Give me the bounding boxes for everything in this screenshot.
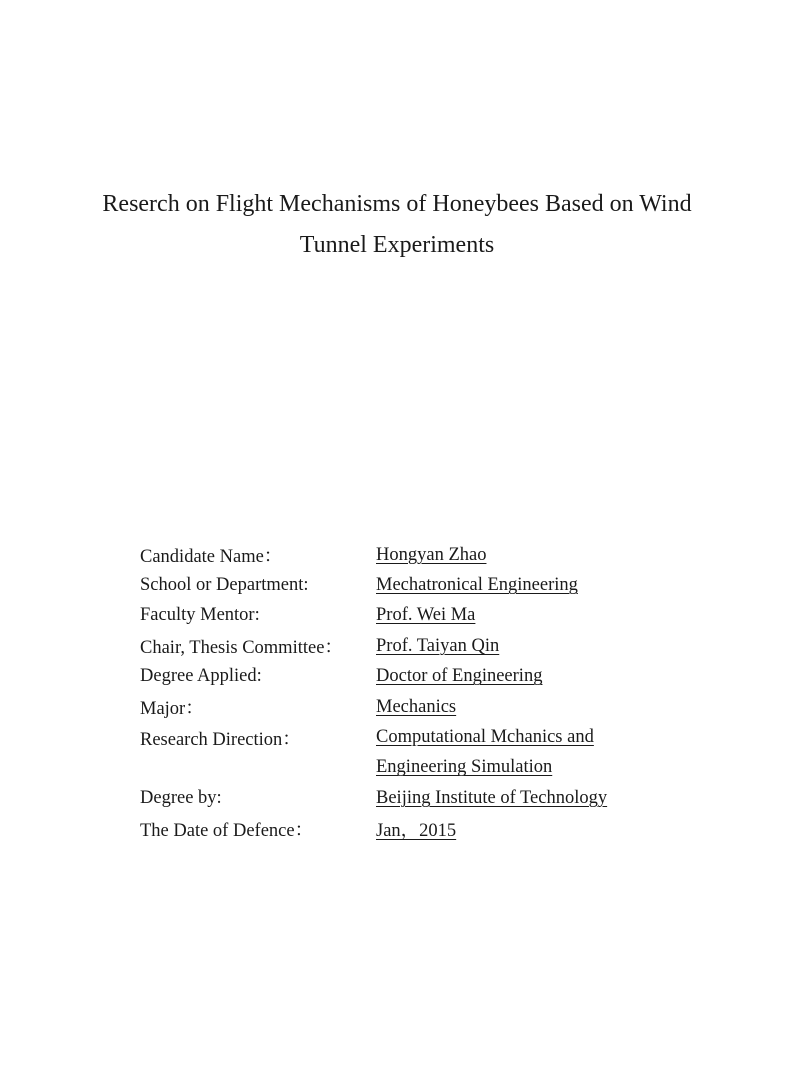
chair-label: Chair, Thesis Committee：	[140, 638, 343, 659]
info-row-degree-applied	[140, 662, 607, 692]
info-row-major	[140, 692, 607, 722]
thesis-title-line-2: Tunnel Experiments	[299, 232, 495, 258]
info-row-candidate-name	[140, 540, 607, 570]
candidate-name-value: Hongyan Zhao	[376, 544, 487, 565]
info-row-degree-by	[140, 783, 607, 813]
info-row-defence-date	[140, 814, 607, 844]
info-row-school	[140, 570, 607, 600]
defence-date-value: Jan，2015	[376, 820, 457, 841]
info-row-chair	[140, 631, 607, 661]
thesis-title	[0, 184, 794, 266]
thesis-info-table	[140, 540, 607, 844]
info-row-research-direction-cont	[140, 753, 607, 783]
thesis-title-line-1: Reserch on Flight Mechanisms of Honeybees Based on Wind	[102, 191, 692, 217]
degree-by-label: Degree by:	[140, 787, 222, 808]
research-direction-value-line-1: Computational Mchanics and	[376, 727, 594, 748]
degree-applied-label: Degree Applied:	[140, 666, 262, 687]
research-direction-value-line-2: Engineering Simulation	[376, 757, 553, 778]
info-row-faculty-mentor	[140, 601, 607, 631]
research-direction-label: Research Direction：	[140, 729, 301, 750]
school-value: Mechatronical Engineering	[376, 575, 578, 596]
degree-by-value: Beijing Institute of Technology	[376, 787, 608, 808]
candidate-name-label: Candidate Name：	[140, 547, 283, 568]
faculty-mentor-label: Faculty Mentor:	[140, 605, 260, 626]
info-row-research-direction	[140, 722, 607, 752]
major-value: Mechanics	[376, 696, 457, 717]
faculty-mentor-value: Prof. Wei Ma	[376, 605, 476, 626]
degree-applied-value: Doctor of Engineering	[376, 666, 543, 687]
school-label: School or Department:	[140, 575, 309, 596]
chair-value: Prof. Taiyan Qin	[376, 635, 500, 656]
major-label: Major：	[140, 699, 204, 720]
defence-date-label: The Date of Defence：	[140, 820, 314, 841]
